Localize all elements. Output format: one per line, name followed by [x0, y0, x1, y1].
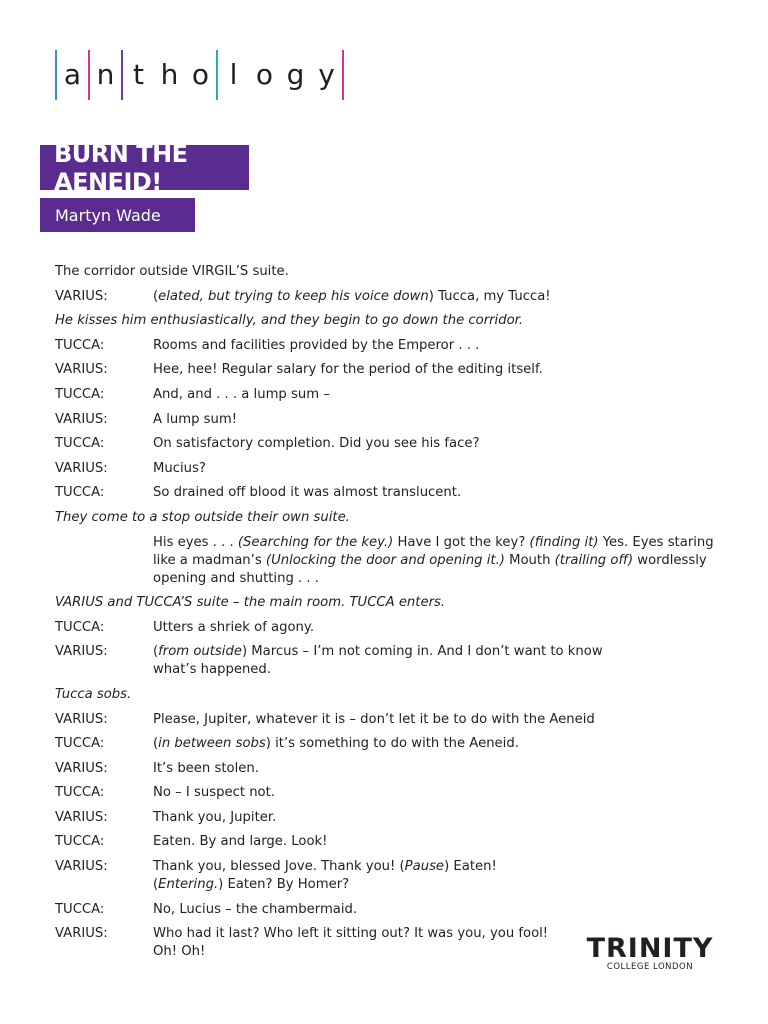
script-body [55, 263, 720, 968]
line-text: Utters a shriek of agony. [153, 619, 315, 635]
speaker: VARIUS: [55, 711, 108, 727]
line-text: (from outside) Marcus – I’m not coming in. And I don’t want to know what’s happened. [153, 644, 603, 678]
logo-letter: l [229, 58, 238, 91]
line-text: (in between sobs) it’s something to do with the Aeneid. [153, 736, 519, 752]
dialogue-line [55, 833, 720, 851]
logo-letter: y [318, 58, 335, 91]
speaker: TUCCA: [55, 485, 105, 501]
dialogue-line [55, 784, 720, 802]
line-text: On satisfactory completion. Did you see his face? [153, 436, 480, 452]
speaker: VARIUS: [55, 760, 108, 776]
line-text: It’s been stolen. [153, 760, 259, 776]
speaker: VARIUS: [55, 859, 108, 875]
dialogue-line [55, 411, 720, 429]
speaker: VARIUS: [55, 288, 108, 304]
line-text: So drained off blood it was almost translucent. [153, 485, 462, 501]
dialogue-line [55, 460, 720, 478]
speaker: VARIUS: [55, 362, 108, 378]
dialogue-line [55, 760, 720, 778]
line-text: His eyes . . . (Searching for the key.) Have I got the key? (finding it) Yes. Eyes staring like a madman’s (Unlocking the door and opening it.) Mouth (trailing off) wordlessly opening and shutting . . . [153, 534, 714, 586]
dialogue-line [55, 735, 720, 753]
dialogue-line [55, 901, 720, 919]
logo-letter: n [96, 58, 115, 91]
line-text: (elated, but trying to keep his voice down) Tucca, my Tucca! [153, 288, 551, 304]
dialogue-line [55, 858, 720, 894]
dialogue-line [55, 435, 720, 453]
dialogue-line [55, 809, 720, 827]
line-text: Please, Jupiter, whatever it is – don’t let it be to do with the Aeneid [153, 711, 595, 727]
dialogue-line [55, 711, 720, 729]
dialogue-line [55, 643, 720, 679]
speaker: TUCCA: [55, 785, 105, 801]
line-text: And, and . . . a lump sum – [153, 386, 330, 402]
speaker: TUCCA: [55, 736, 105, 752]
line-text: Rooms and facilities provided by the Emperor . . . [153, 337, 480, 353]
speaker: TUCCA: [55, 436, 105, 452]
speaker: TUCCA: [55, 619, 105, 635]
line-text: No, Lucius – the chambermaid. [153, 901, 358, 917]
anthology-logo [55, 50, 344, 100]
speaker: TUCCA: [55, 834, 105, 850]
line-text: Mucius? [153, 460, 206, 476]
logo-letter: h [160, 58, 179, 91]
speaker: VARIUS: [55, 411, 108, 427]
logo-letter: o [191, 58, 210, 91]
dialogue-line [55, 361, 720, 379]
speaker: VARIUS: [55, 644, 108, 660]
dialogue-line [55, 337, 720, 355]
stage-setting: The corridor outside VIRGIL’S suite. [55, 264, 289, 279]
trinity-wordmark: TRINITY [586, 933, 714, 964]
line-text: No – I suspect not. [153, 785, 275, 801]
play-title: BURN THE AENEID! [40, 145, 249, 190]
author-name: Martyn Wade [40, 198, 195, 232]
logo-divider [342, 50, 344, 100]
stage-direction: VARIUS and TUCCA’S suite – the main room. TUCCA enters. [55, 595, 446, 611]
stage-direction: Tucca sobs. [55, 686, 132, 702]
dialogue-line [55, 288, 720, 306]
dialogue-line [55, 484, 720, 502]
speaker: VARIUS: [55, 460, 108, 476]
line-text: Who had it last? Who left it sitting out? It was you, you fool! Oh! Oh! [153, 926, 549, 960]
speaker: TUCCA: [55, 901, 105, 917]
trinity-college-logo [585, 934, 715, 972]
speaker: TUCCA: [55, 337, 105, 353]
speaker: TUCCA: [55, 386, 105, 402]
speaker: VARIUS: [55, 809, 108, 825]
stage-direction: He kisses him enthusiastically, and they begin to go down the corridor. [55, 313, 524, 329]
logo-letter: o [255, 58, 274, 91]
trinity-subtitle: COLLEGE LONDON [606, 962, 694, 972]
line-text: Thank you, Jupiter. [153, 809, 277, 825]
line-text: A lump sum! [153, 411, 238, 427]
dialogue-line [55, 534, 720, 588]
dialogue-line [55, 619, 720, 637]
dialogue-line [55, 386, 720, 404]
logo-letter: a [63, 58, 82, 91]
logo-letter: t [133, 58, 144, 91]
line-text: Hee, hee! Regular salary for the period of the editing itself. [153, 362, 543, 378]
stage-direction: They come to a stop outside their own suite. [55, 509, 350, 525]
speaker: VARIUS: [55, 926, 108, 942]
logo-letter: g [286, 58, 305, 91]
line-text: Eaten. By and large. Look! [153, 834, 328, 850]
line-text: Thank you, blessed Jove. Thank you! (Pause) Eaten! (Entering.) Eaten? By Homer? [153, 859, 497, 893]
